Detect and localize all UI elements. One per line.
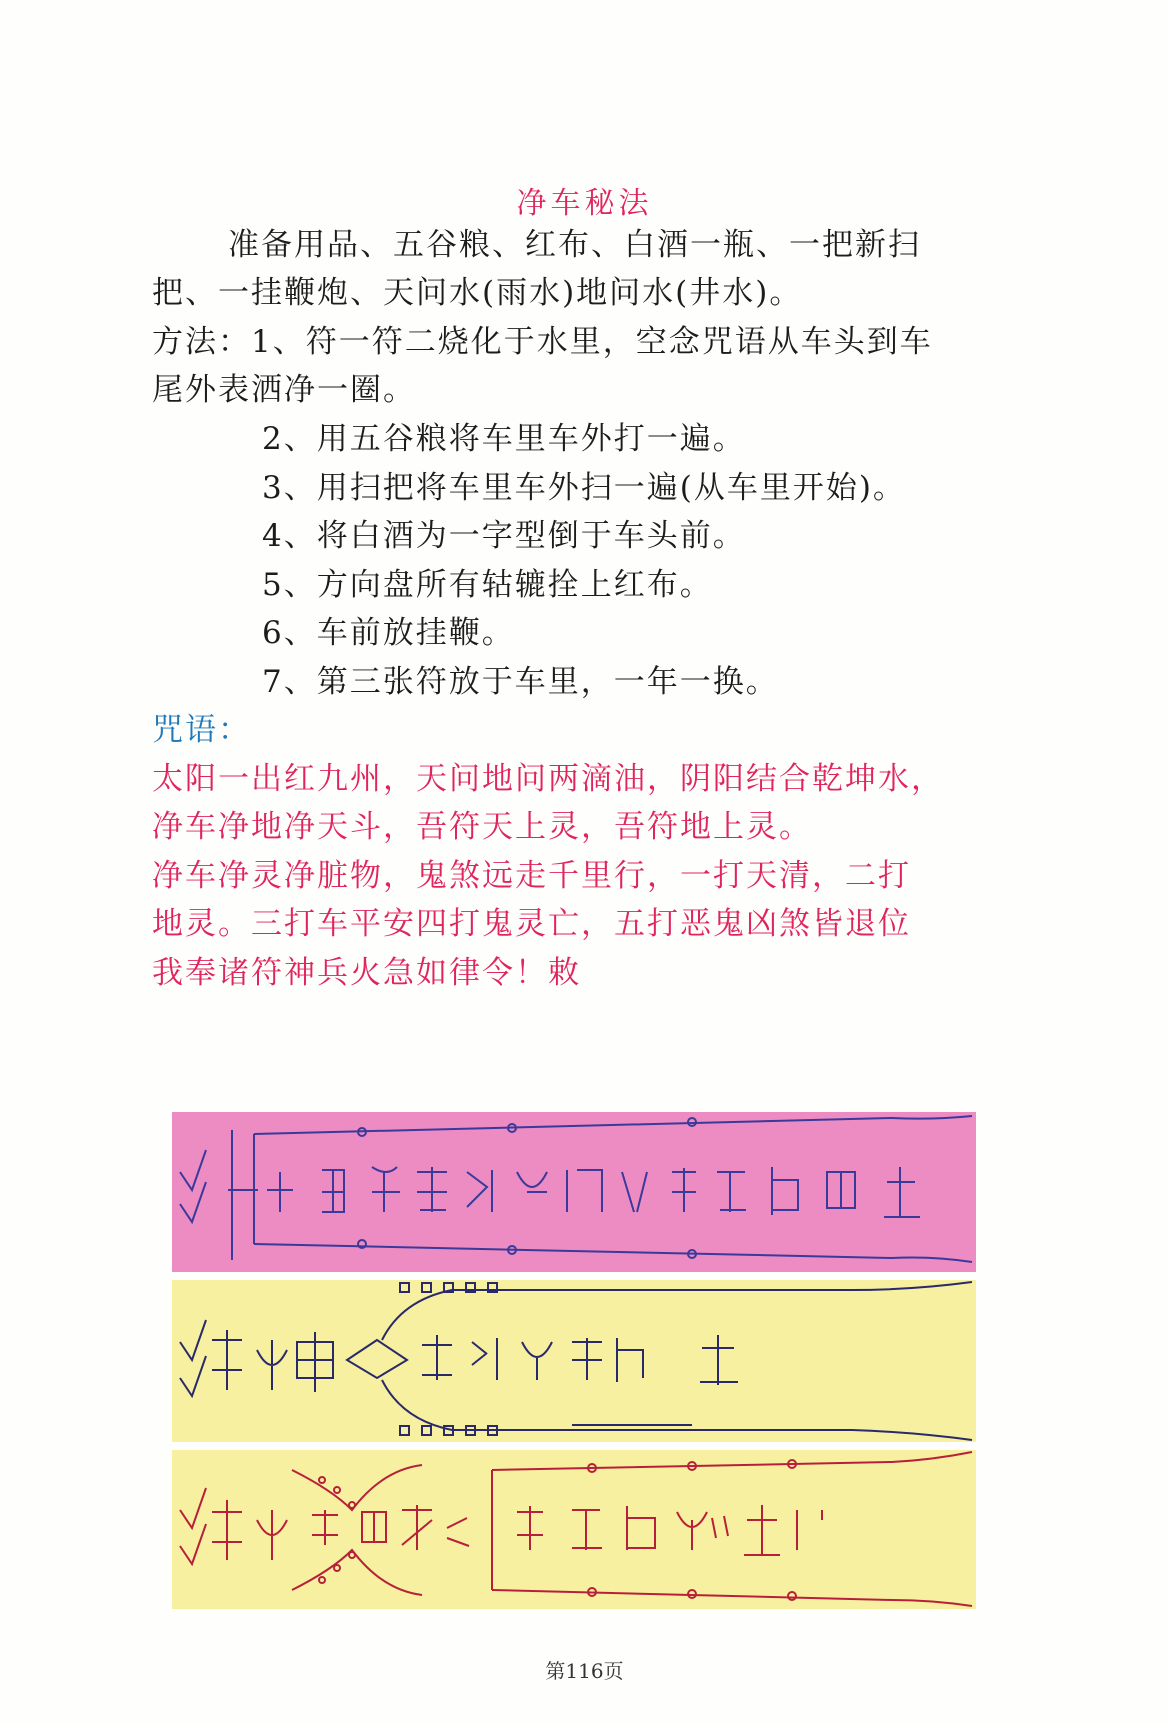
incantation-label: 咒语： [152, 712, 251, 748]
step-line: 3、用扫把将车里车外扫一遍(从车里开始)。 [262, 470, 906, 506]
talisman-pink-image [172, 1112, 976, 1272]
incantation-line: 地灵。三打车平安四打鬼灵亡，五打恶鬼凶煞皆退位 [152, 906, 911, 942]
step-line: 5、方向盘所有轱辘拴上红布。 [262, 567, 713, 603]
body-line: 准备用品、五谷粮、红布、白酒一瓶、一把新扫 [228, 227, 921, 263]
incantation-line: 净车净地净天斗，吾符天上灵，吾符地上灵。 [152, 809, 812, 845]
body-line: 方法：1、符一符二烧化于水里，空念咒语从车头到车 [152, 324, 933, 360]
body-line: 尾外表洒净一圈。 [152, 372, 416, 408]
talisman-yellow-image [172, 1280, 976, 1442]
body-line: 把、一挂鞭炮、天问水(雨水)地问水(井水)。 [152, 275, 803, 311]
talisman-yellow-red-image [172, 1450, 976, 1609]
incantation-line: 净车净灵净脏物，鬼煞远走千里行，一打天清，二打 [152, 858, 911, 894]
step-line: 7、第三张符放于车里，一年一换。 [262, 664, 779, 700]
step-line: 6、车前放挂鞭。 [262, 615, 515, 651]
page-title: 净车秘法 [516, 186, 653, 221]
incantation-line: 太阳一出红九州，天问地问两滴油，阴阳结合乾坤水， [152, 761, 944, 797]
page-number: 第116页 [545, 1659, 624, 1683]
step-line: 4、将白酒为一字型倒于车头前。 [262, 518, 746, 554]
incantation-line: 我奉诸符神兵火急如律令！敕 [152, 955, 581, 991]
step-line: 2、用五谷粮将车里车外打一遍。 [262, 421, 746, 457]
